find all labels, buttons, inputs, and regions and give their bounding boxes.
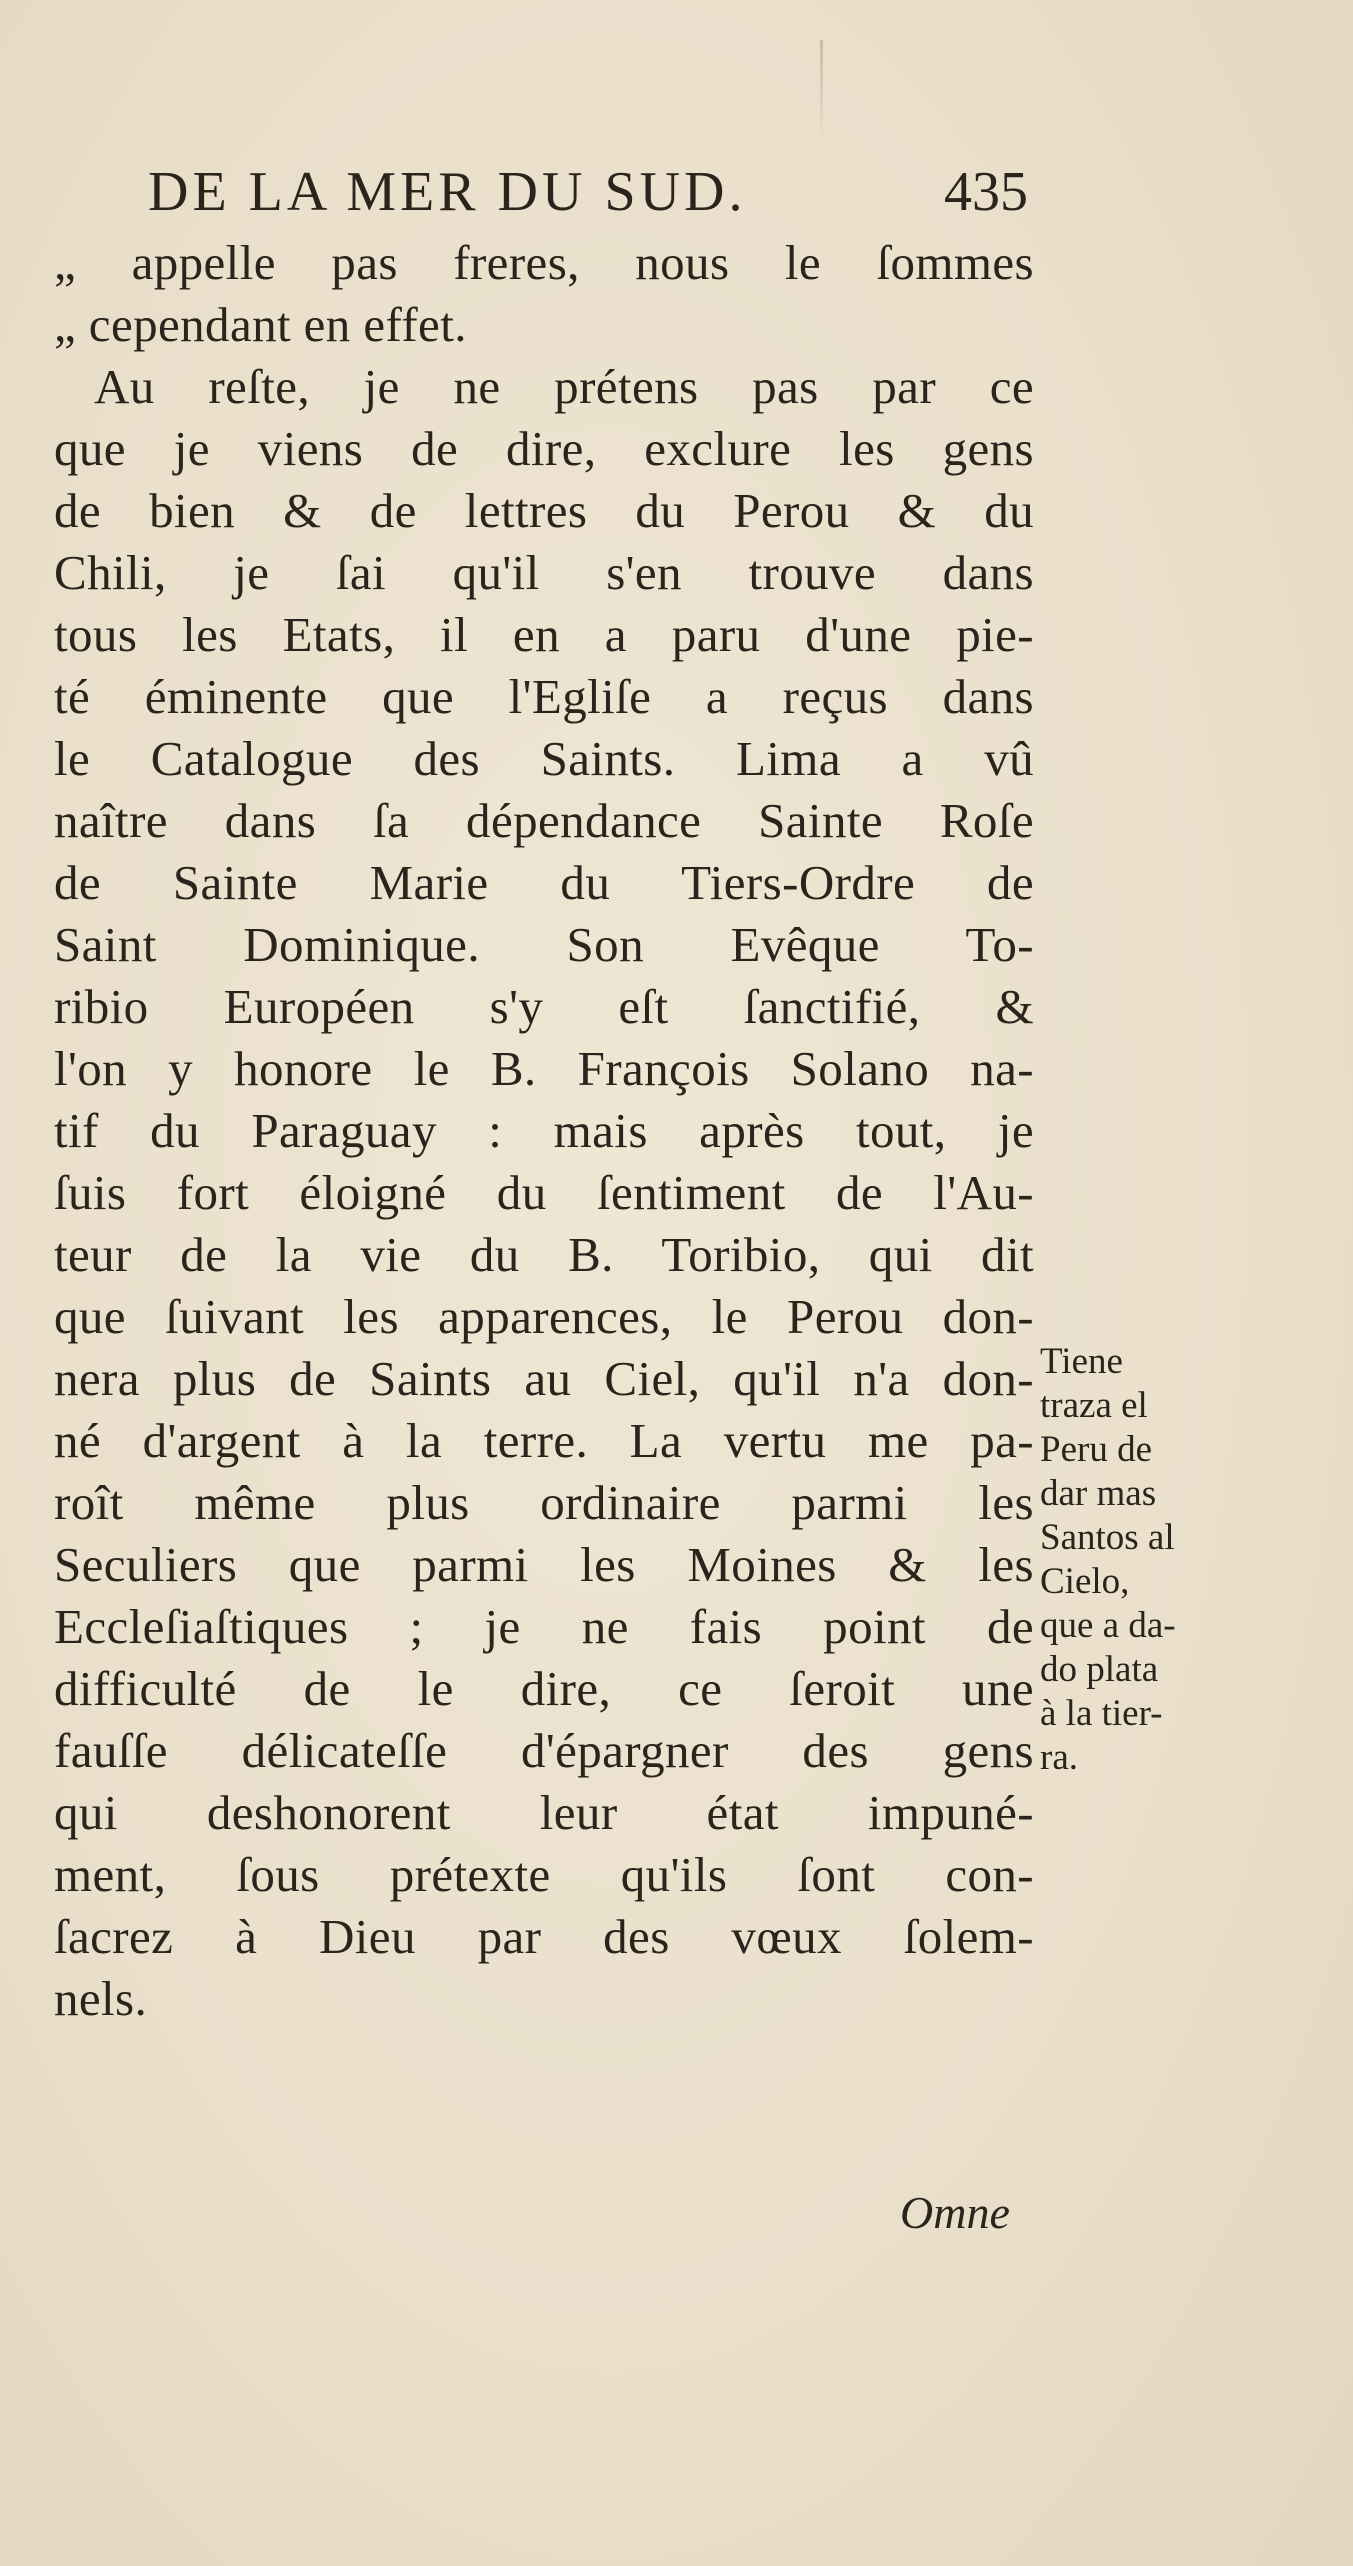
text-line: que ſuivant les apparences, le Perou don- [54,1289,1034,1344]
margin-note-line: Tiene [1040,1341,1123,1382]
text-line: ſacrez à Dieu par des vœux ſolem- [54,1909,1034,1964]
margin-note-line: traza el [1040,1385,1148,1426]
text-line: Saint Dominique. Son Evêque To- [54,917,1034,972]
text-line: que je viens de dire, exclure les gens [54,421,1034,476]
text-line: Chili, je ſai qu'il s'en trouve dans [54,545,1034,600]
text-line: Eccleſiaſtiques ; je ne fais point de [54,1599,1034,1654]
running-head: DE LA MER DU SUD. [148,161,747,223]
text-line: Seculiers que parmi les Moines & les [54,1537,1034,1592]
text-line: tous les Etats, il en a paru d'une pie- [54,607,1034,662]
catchword: Omne [900,2187,1010,2238]
text-line: „ appelle pas freres, nous le ſommes [54,235,1034,290]
margin-note-line: do plata [1040,1649,1159,1690]
text-line: té éminente que l'Egliſe a reçus dans [54,669,1034,724]
text-line: qui deshonorent leur état impuné- [54,1785,1034,1840]
text-line: de Sainte Marie du Tiers-Ordre de [54,855,1034,910]
page-number: 435 [944,161,1028,223]
text-line: ment, ſous prétexte qu'ils ſont con- [54,1847,1034,1902]
text-line: „ cependant en effet. [54,297,467,352]
margin-note-line: ra. [1040,1737,1078,1778]
text-line: Au reſte, je ne prétens pas par ce [94,359,1034,414]
text-line: naître dans ſa dépendance Sainte Roſe [54,793,1034,848]
margin-note-line: que a da- [1040,1605,1176,1646]
margin-note-line: dar mas [1040,1473,1157,1514]
text-line: de bien & de lettres du Perou & du [54,483,1034,538]
text-line: roît même plus ordinaire parmi les [54,1475,1034,1530]
text-line: teur de la vie du B. Toribio, qui dit [54,1227,1034,1282]
text-line: tif du Paraguay : mais après tout, je [54,1103,1034,1158]
margin-note-line: Cielo, [1040,1561,1130,1602]
margin-note [1040,1340,1255,1780]
margin-note-line: à la tier- [1040,1693,1163,1734]
text-line: né d'argent à la terre. La vertu me pa- [54,1413,1034,1468]
page-edge-mark [820,40,823,140]
text-line: fauſſe délicateſſe d'épargner des gens [54,1723,1034,1778]
text-line: difficulté de le dire, ce ſeroit une [54,1661,1034,1716]
page-header [148,160,1028,240]
text-line: l'on y honore le B. François Solano na- [54,1041,1034,1096]
text-line: ribio Européen s'y eſt ſanctifié, & [54,979,1034,1034]
margin-note-line: Santos al [1040,1517,1175,1558]
text-line: ſuis fort éloigné du ſentiment de l'Au- [54,1165,1034,1220]
margin-note-line: Peru de [1040,1429,1152,1470]
text-line: nera plus de Saints au Ciel, qu'il n'a don- [54,1351,1034,1406]
text-line: le Catalogue des Saints. Lima a vû [54,731,1034,786]
body-text [54,232,1034,2030]
text-line: nels. [54,1971,148,2026]
